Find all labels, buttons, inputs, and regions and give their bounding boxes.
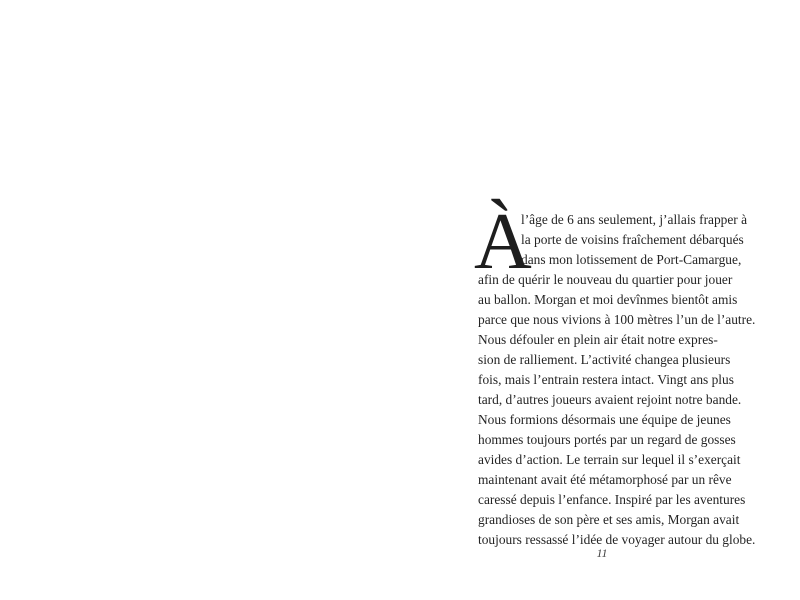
drop-cap: À [474, 198, 532, 286]
text-line-1: l’âge de 6 ans seulement, j’allais frapper à [521, 212, 748, 227]
text-line-4: afin de quérir le nouveau du quartier pour jouer [478, 272, 733, 287]
text-line-9: fois, mais l’entrain restera intact. Vingt ans plus [478, 372, 734, 387]
text-line-8: sion de ralliement. L’activité changea plusieurs [478, 352, 731, 367]
text-line-3: dans mon lotissement de Port-Camargue, [521, 252, 742, 267]
text-line-14: maintenant avait été métamorphosé par un rêve [478, 472, 732, 487]
text-line-17: toujours ressassé l’idée de voyager autour du globe. [478, 532, 756, 547]
text-line-2: la porte de voisins fraîchement débarqués [521, 232, 744, 247]
page-number: 11 [596, 546, 608, 560]
text-line-7: Nous défouler en plein air était notre expres- [478, 332, 718, 347]
text-line-12: hommes toujours portés par un regard de gosses [478, 432, 736, 447]
text-line-13: avides d’action. Le terrain sur lequel il s’exerçait [478, 452, 741, 467]
text-line-6: parce que nous vivions à 100 mètres l’un de l’autre. [478, 312, 756, 327]
text-line-10: tard, d’autres joueurs avaient rejoint notre bande. [478, 392, 742, 407]
text-line-15: caressé depuis l’enfance. Inspiré par les aventures [478, 492, 746, 507]
text-line-5: au ballon. Morgan et moi devînmes bientôt amis [478, 292, 738, 307]
text-line-11: Nous formions désormais une équipe de jeunes [478, 412, 731, 427]
text-line-16: grandioses de son père et ses amis, Morgan avait [478, 512, 740, 527]
